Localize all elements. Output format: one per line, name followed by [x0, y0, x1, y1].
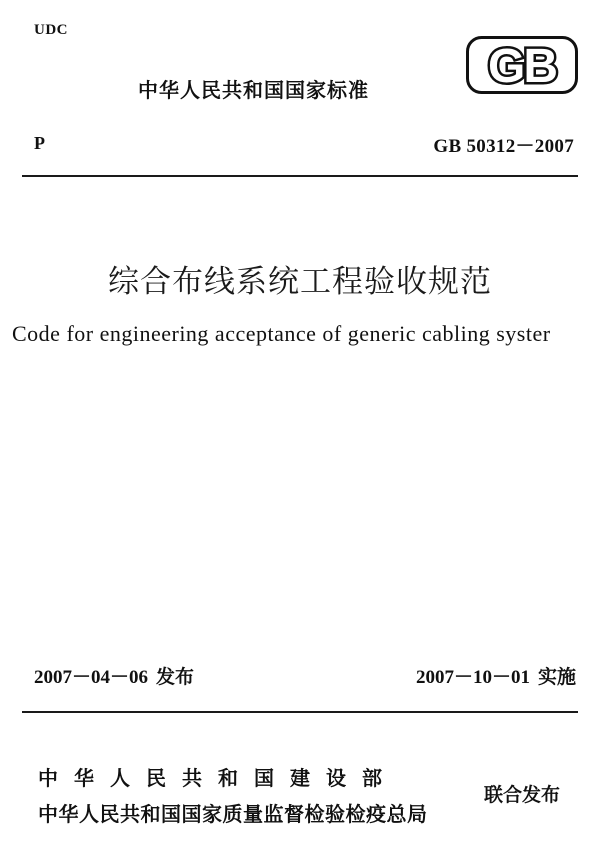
udc-label: UDC: [34, 22, 68, 38]
gb-logo: [466, 36, 578, 94]
classification-code: P: [34, 133, 45, 153]
effective-date-block: [416, 662, 576, 689]
issue-label: 发布: [156, 666, 195, 688]
joint-issue-label: 联合发布: [484, 784, 561, 806]
standard-number: GB 50312－2007: [433, 136, 574, 157]
issue-date: 2007－04－06: [34, 667, 149, 688]
effective-label: 实施: [537, 666, 576, 688]
effective-date: 2007－10－01: [415, 667, 530, 688]
standard-type-heading: 中华人民共和国国家标准: [138, 78, 369, 102]
issuer-ministry: 中华人民共和国建设部: [38, 766, 398, 790]
footer-divider: [22, 711, 578, 713]
issue-date-block: [34, 662, 194, 689]
issuer-aqsiq: 中华人民共和国国家质量监督检验检疫总局: [38, 802, 428, 826]
title-chinese: 综合布线系统工程验收规范: [108, 264, 492, 300]
gb-logo-text: GB: [488, 40, 556, 93]
title-english: Code for engineering acceptance of generic cabling syster: [12, 321, 551, 346]
header-divider: [22, 175, 578, 177]
